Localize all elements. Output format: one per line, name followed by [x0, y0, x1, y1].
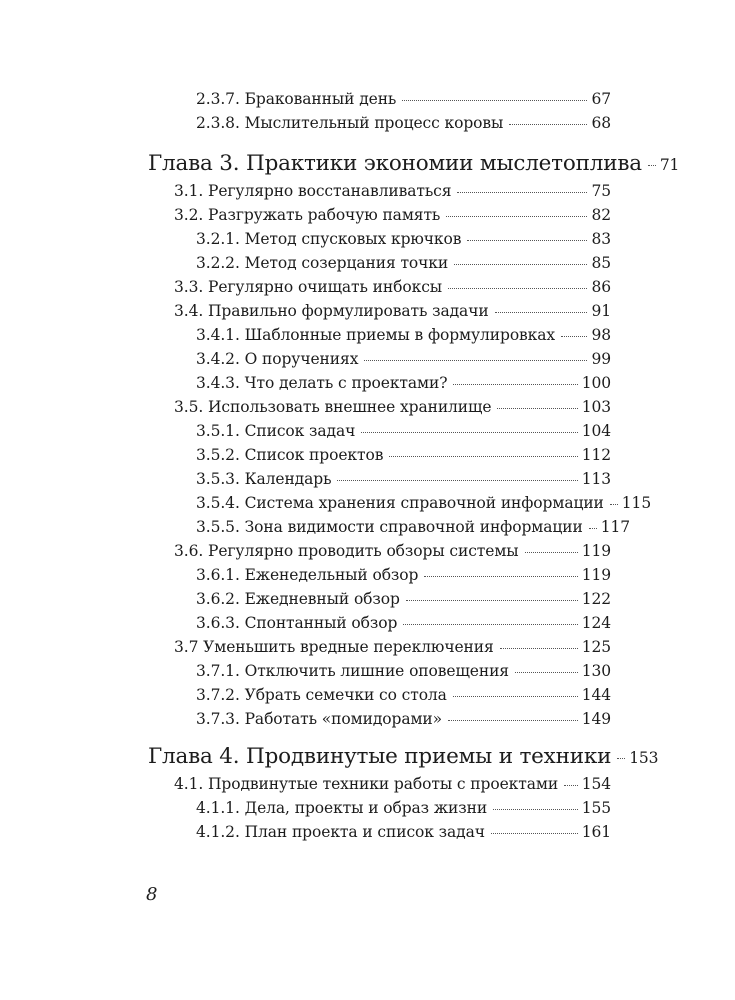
toc-entry[interactable] — [196, 710, 611, 728]
toc-entry-title: 3.7.2. Убрать семечки со стола — [196, 686, 447, 704]
toc-entry-title: 3.5.1. Список задач — [196, 422, 356, 440]
toc-entry-title: 3.2.2. Метод созерцания точки — [196, 254, 449, 272]
dot-leader — [493, 809, 578, 810]
dot-leader — [453, 384, 577, 385]
toc-entry[interactable] — [174, 206, 611, 224]
toc-entry[interactable] — [196, 518, 630, 536]
toc-entry[interactable] — [196, 494, 652, 512]
toc-entry-title: 3.6.2. Ежедневный обзор — [196, 590, 400, 608]
toc-entry[interactable] — [174, 398, 611, 416]
dot-leader — [495, 312, 588, 313]
dot-leader — [610, 504, 618, 505]
toc-entry-title: 3.5.4. Система хранения справочной информации — [196, 494, 604, 512]
toc-entry-page: 104 — [581, 422, 611, 440]
toc-entry-title: 3.1. Регулярно восстанавливаться — [174, 182, 452, 200]
toc-entry-title: 4.1.1. Дела, проекты и образ жизни — [196, 799, 488, 817]
toc-entry-page: 119 — [581, 542, 611, 560]
toc-entry-title: 3.5. Использовать внешнее хранилище — [174, 398, 492, 416]
toc-entry-title: 3.5.5. Зона видимости справочной информации — [196, 518, 583, 536]
toc-entry-page: 153 — [629, 749, 659, 767]
toc-entry[interactable] — [174, 302, 611, 320]
toc-entry[interactable] — [196, 470, 611, 488]
dot-leader — [454, 264, 587, 265]
toc-entry[interactable] — [196, 446, 611, 464]
dot-leader — [617, 758, 625, 759]
toc-entry-title: 3.4. Правильно формулировать задачи — [174, 302, 489, 320]
toc-entry[interactable] — [196, 662, 611, 680]
toc-entry-page: 71 — [659, 156, 680, 174]
toc-entry-page: 154 — [581, 775, 611, 793]
toc-chapter-entry[interactable] — [148, 151, 680, 176]
dot-leader — [457, 192, 587, 193]
toc-entry-page: 103 — [581, 398, 611, 416]
dot-leader — [403, 624, 577, 625]
dot-leader — [525, 552, 578, 553]
toc-entry[interactable] — [196, 114, 611, 132]
toc-entry-page: 155 — [581, 799, 611, 817]
toc-entry-page: 119 — [581, 566, 611, 584]
page-number: 8 — [146, 884, 158, 905]
toc-entry-page: 75 — [591, 182, 611, 200]
toc-entry-title: 2.3.7. Бракованный день — [196, 90, 397, 108]
toc-entry[interactable] — [174, 542, 611, 560]
toc-entry[interactable] — [196, 799, 611, 817]
dot-leader — [389, 456, 577, 457]
toc-entry-page: 82 — [591, 206, 611, 224]
toc-entry[interactable] — [196, 686, 611, 704]
dot-leader — [424, 576, 577, 577]
toc-entry-page: 67 — [591, 90, 611, 108]
toc-entry[interactable] — [196, 614, 611, 632]
toc-entry-title: 3.7 Уменьшить вредные переключения — [174, 638, 494, 656]
toc-entry-title: 3.6. Регулярно проводить обзоры системы — [174, 542, 519, 560]
toc-entry-page: 149 — [581, 710, 611, 728]
toc-entry[interactable] — [196, 566, 611, 584]
toc-entry-page: 125 — [581, 638, 611, 656]
dot-leader — [448, 720, 578, 721]
toc-entry-page: 113 — [581, 470, 611, 488]
toc-chapter-entry[interactable] — [148, 744, 659, 769]
toc-entry-page: 112 — [581, 446, 611, 464]
toc-entry-title: 3.4.2. О поручениях — [196, 350, 359, 368]
toc-entry-title: 3.7.3. Работать «помидорами» — [196, 710, 443, 728]
dot-leader — [364, 360, 587, 361]
toc-entry[interactable] — [196, 422, 611, 440]
dot-leader — [448, 288, 587, 289]
toc-entry-title: Глава 4. Продвинутые приемы и техники — [148, 744, 612, 769]
toc-entry-title: 3.4.3. Что делать с проектами? — [196, 374, 448, 392]
dot-leader — [561, 336, 587, 337]
toc-entry-title: 3.5.2. Список проектов — [196, 446, 384, 464]
toc-entry[interactable] — [174, 775, 611, 793]
dot-leader — [361, 432, 577, 433]
toc-entry-title: 3.6.1. Еженедельный обзор — [196, 566, 419, 584]
dot-leader — [515, 672, 578, 673]
toc-entry-page: 144 — [581, 686, 611, 704]
toc-entry-page: 124 — [581, 614, 611, 632]
dot-leader — [406, 600, 578, 601]
dot-leader — [467, 240, 587, 241]
toc-entry[interactable] — [196, 350, 611, 368]
dot-leader — [509, 124, 587, 125]
toc-entry[interactable] — [196, 230, 611, 248]
toc-entry-page: 115 — [621, 494, 652, 512]
toc-entry-page: 130 — [581, 662, 611, 680]
toc-entry[interactable] — [174, 638, 611, 656]
toc-entry-page: 91 — [591, 302, 611, 320]
toc-entry-page: 83 — [591, 230, 611, 248]
dot-leader — [564, 785, 578, 786]
toc-entry-title: 3.2. Разгружать рабочую память — [174, 206, 441, 224]
toc-entry[interactable] — [196, 90, 611, 108]
toc-entry-page: 122 — [581, 590, 611, 608]
toc-entry[interactable] — [196, 254, 611, 272]
toc-entry[interactable] — [174, 278, 611, 296]
toc-entry-title: 3.2.1. Метод спусковых крючков — [196, 230, 462, 248]
toc-entry-page: 117 — [600, 518, 630, 536]
dot-leader — [446, 216, 587, 217]
toc-entry-title: 4.1.2. План проекта и список задач — [196, 823, 485, 841]
toc-entry-page: 86 — [591, 278, 611, 296]
toc-entry-title: 3.6.3. Спонтанный обзор — [196, 614, 398, 632]
dot-leader — [453, 696, 578, 697]
dot-leader — [497, 408, 577, 409]
toc-entry[interactable] — [196, 326, 611, 344]
toc-entry[interactable] — [196, 590, 611, 608]
toc-entry-title: 3.3. Регулярно очищать инбоксы — [174, 278, 443, 296]
toc-entry-page: 68 — [591, 114, 611, 132]
toc-entry-page: 161 — [581, 823, 611, 841]
toc-entry-page: 98 — [591, 326, 611, 344]
dot-leader — [500, 648, 578, 649]
dot-leader — [402, 100, 587, 101]
toc-entry-title: 3.5.3. Календарь — [196, 470, 332, 488]
toc-entry-title: 3.4.1. Шаблонные приемы в формулировках — [196, 326, 556, 344]
toc-entry-title: 3.7.1. Отключить лишние оповещения — [196, 662, 509, 680]
toc-entry[interactable] — [196, 374, 611, 392]
toc-entry-title: 4.1. Продвинутые техники работы с проектами — [174, 775, 559, 793]
toc-entry[interactable] — [174, 182, 611, 200]
dot-leader — [648, 165, 656, 166]
toc-entry-title: Глава 3. Практики экономии мыслетоплива — [148, 151, 642, 176]
toc-entry-page: 99 — [591, 350, 611, 368]
dot-leader — [589, 528, 597, 529]
dot-leader — [491, 833, 578, 834]
dot-leader — [337, 480, 577, 481]
toc-entry-title: 2.3.8. Мыслительный процесс коровы — [196, 114, 504, 132]
toc-entry-page: 85 — [591, 254, 611, 272]
toc-entry-page: 100 — [581, 374, 611, 392]
toc-entry[interactable] — [196, 823, 611, 841]
